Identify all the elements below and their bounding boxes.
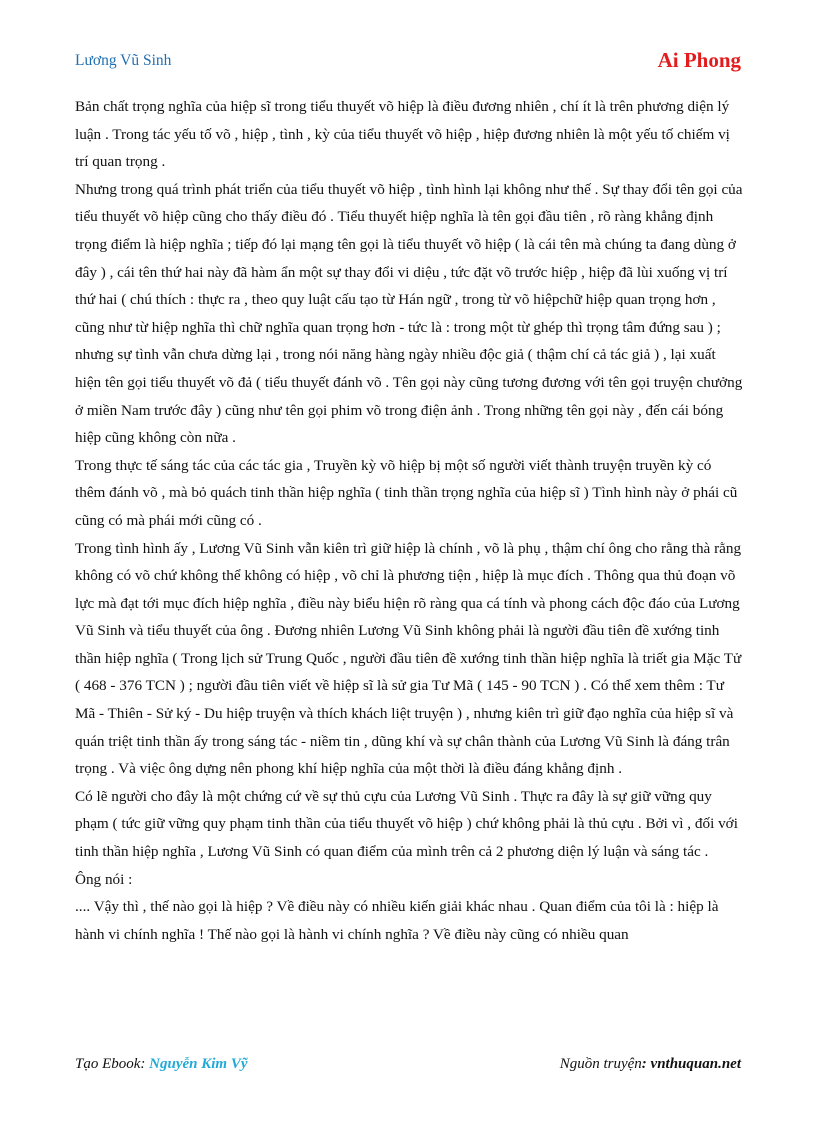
footer-source-credit <box>560 1056 741 1073</box>
footer-ebook-author: Nguyễn Kim Vỹ <box>149 1056 248 1072</box>
footer-ebook-credit <box>75 1056 248 1073</box>
paragraph: Trong tình hình ấy , Lương Vũ Sinh vẫn kiên trì giữ hiệp là chính , võ là phụ , thậm chí ông cho rằng thà rằng không có võ chứ không thể không có hiệp , võ chỉ là phương tiện , hiệp là mục đích . Thông qua thủ đoạn võ lực mà đạt tới mục đích hiệp nghĩa , điều này biểu hiện rõ ràng qua cá tính và phong cách độc đáo của Lương Vũ Sinh và tiểu thuyết của ông . Đương nhiên Lương Vũ Sinh không phải là người đầu tiên đề xướng tinh thần hiệp nghĩa ( Trong lịch sử Trung Quốc , người đầu tiên đề xướng tinh thần hiệp nghĩa là triết gia Mặc Tử ( 468 - 376 TCN ) ; người đầu tiên viết về hiệp sĩ là sử gia Tư Mã ( 145 - 90 TCN ) . Có thể xem thêm : Tư Mã - Thiên - Sử ký - Du hiệp truyện và thích khách liệt truyện ) , nhưng kiên trì giữ đạo nghĩa của hiệp sĩ và quán triệt tinh thần ấy trong sáng tác - niềm tin , dũng khí và sự chân thành của Lương Vũ Sinh là đáng trân trọng . Và việc ông dựng nên phong khí hiệp nghĩa của một thời là điều đáng khẳng định . <box>75 539 742 778</box>
footer-ebook-label: Tạo Ebook <box>75 1056 141 1072</box>
paragraph: .... Vậy thì , thế nào gọi là hiệp ? Về điều này có nhiều kiến giải khác nhau . Quan điểm của tôi là : hiệp là hành vi chính nghĩa ! Thế nào gọi là hành vi chính nghĩa ? Về điều này cũng có nhiều quan <box>75 898 719 943</box>
footer-source-separator: : <box>641 1056 651 1072</box>
paragraph: Trong thực tế sáng tác của các tác gia , Truyền kỳ võ hiệp bị một số người viết thành truyện truyền kỳ có thêm đánh võ , mà bỏ quách tinh thần hiệp nghĩa ( tinh thần trọng nghĩa của hiệp sĩ ) Tình hình này ở phái cũ cũng có mà phái mới cũng có . <box>75 456 738 529</box>
footer-source-site: vnthuquan.net <box>650 1056 741 1072</box>
footer-ebook-separator: : <box>140 1056 150 1072</box>
body-text <box>75 93 744 948</box>
paragraph: Ông nói : <box>75 870 133 888</box>
header-author: Lương Vũ Sinh <box>75 52 172 69</box>
footer-source-label: Nguồn truyện <box>559 1056 642 1072</box>
header-title: Ai Phong <box>657 48 741 72</box>
paragraph: Có lẽ người cho đây là một chứng cứ về sự thủ cựu của Lương Vũ Sinh . Thực ra đây là sự giữ vững quy phạm ( tức giữ vững quy phạm tinh thần của tiểu thuyết võ hiệp ) chứ không phải là thủ cựu . Bởi vì , đối với tinh thần hiệp nghĩa , Lương Vũ Sinh có quan điểm của mình trên cả 2 phương diện lý luận và sáng tác . <box>75 787 738 861</box>
paragraph: Nhưng trong quá trình phát triển của tiểu thuyết võ hiệp , tình hình lại không như thế . Sự thay đổi tên gọi của tiểu thuyết võ hiệp cũng cho thấy điều đó . Tiểu thuyết hiệp nghĩa là tên gọi đầu tiên , rõ ràng khẳng định trọng điểm là hiệp nghĩa ; tiếp đó lại mạng tên gọi là tiểu thuyết võ hiệp ( là cái tên mà chúng ta đang dùng ở đây ) , cái tên thứ hai này đã hàm ẩn một sự thay đổi vi diệu , tức đặt võ trước hiệp , hiệp đã lùi xuống vị trí thứ hai ( chú thích : thực ra , theo quy luật cấu tạo từ Hán ngữ , trong từ võ hiệpchữ hiệp quan trọng hơn , cũng như từ hiệp nghĩa thì chữ nghĩa quan trọng hơn - tức là : trong một từ ghép thì trọng tâm đứng sau ) ; nhưng sự tình vẫn chưa dừng lại , trong nói năng hàng ngày nhiều độc giả ( thậm chí cả tác giả ) , lại xuất hiện tên gọi tiểu thuyết võ đả ( tiểu thuyết đánh võ . Tên gọi này cũng tương đương với tên gọi truyện chưởng ở miền Nam trước đây ) cũng như tên gọi phim võ trong điện ảnh . Trong những tên gọi này , đến cái bóng hiệp cũng không còn nữa . <box>75 180 743 447</box>
paragraph: Bản chất trọng nghĩa của hiệp sĩ trong tiểu thuyết võ hiệp là điều đương nhiên , chí ít là trên phương diện lý luận . Trong tác yếu tố võ , hiệp , tình , kỳ của tiểu thuyết võ hiệp , hiệp đương nhiên là một yếu tố chiếm vị trí quan trọng . <box>75 98 730 171</box>
